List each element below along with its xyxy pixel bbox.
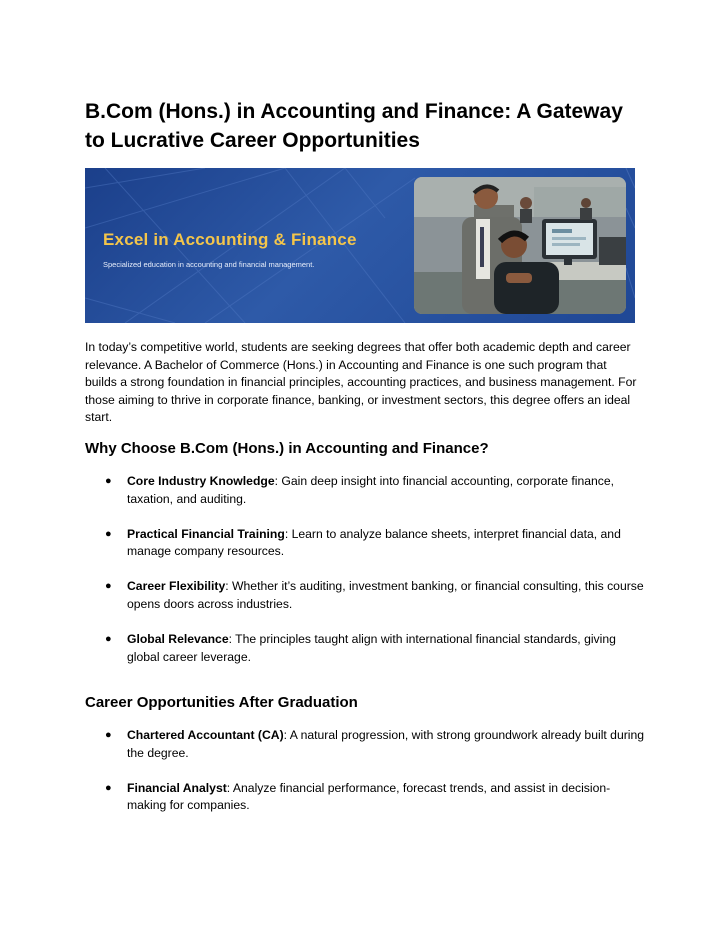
why-choose-heading: Why Choose B.Com (Hons.) in Accounting and Finance? <box>85 440 489 457</box>
career-opportunities-heading: Career Opportunities After Graduation <box>85 694 358 711</box>
bullet-icon: ● <box>105 781 112 794</box>
classroom-photo-illustration <box>414 177 626 314</box>
list-item-text: : A natural progression, with strong groundwork already built during the degree. <box>127 728 645 760</box>
list-item-term: Core Industry Knowledge <box>127 474 275 488</box>
bullet-icon: ● <box>105 580 112 593</box>
list-item-term: Chartered Accountant (CA) <box>127 728 284 742</box>
list-item-term: Career Flexibility <box>127 579 226 594</box>
bullet-icon: ● <box>105 475 112 487</box>
list-item-text: : Learn to analyze balance sheets, interpret financial data, and manage company resources. <box>127 526 621 559</box>
list-item-term: Practical Financial Training <box>127 526 285 541</box>
list-item-text: : Analyze financial performance, forecast trends, and assist in decision-making for companies. <box>127 780 611 813</box>
list-item-term: Financial Analyst <box>127 780 227 795</box>
page-title: B.Com (Hons.) in Accounting and Finance: A Gateway to Lucrative Career Opportunities <box>85 100 623 152</box>
list-item-text: : Whether it’s auditing, investment banking, or financial consulting, this course opens doors across industries. <box>127 579 644 611</box>
list-item <box>85 780 645 815</box>
list-item <box>85 526 645 561</box>
hero-banner <box>85 168 635 323</box>
bullet-icon: ● <box>105 633 112 646</box>
list-item <box>85 578 645 613</box>
list-item <box>85 727 645 762</box>
career-opportunities-list <box>85 727 645 832</box>
list-item <box>85 473 645 508</box>
banner-subheading: Specialized education in accounting and financial management. <box>103 260 315 269</box>
bullet-icon: ● <box>105 729 112 741</box>
why-choose-list <box>85 473 645 684</box>
classroom-photo <box>414 177 626 314</box>
list-item <box>85 631 645 666</box>
banner-heading: Excel in Accounting & Finance <box>103 230 357 249</box>
list-item-text: : Gain deep insight into financial accounting, corporate finance, taxation, and auditing. <box>127 474 615 506</box>
list-item-text: : The principles taught align with international financial standards, giving global career leverage. <box>127 632 616 664</box>
list-item-term: Global Relevance <box>127 632 229 647</box>
intro-paragraph: In today’s competitive world, students are seeking degrees that offer both academic depth and career relevance. A Bachelor of Commerce (Hons.) in Accounting and Finance is one such program that builds a strong foundation in financial principles, accounting practices, and business management. For those aiming to thrive in corporate finance, banking, or investment sectors, this degree offers an ideal start. <box>85 340 637 425</box>
bullet-icon: ● <box>105 527 112 540</box>
